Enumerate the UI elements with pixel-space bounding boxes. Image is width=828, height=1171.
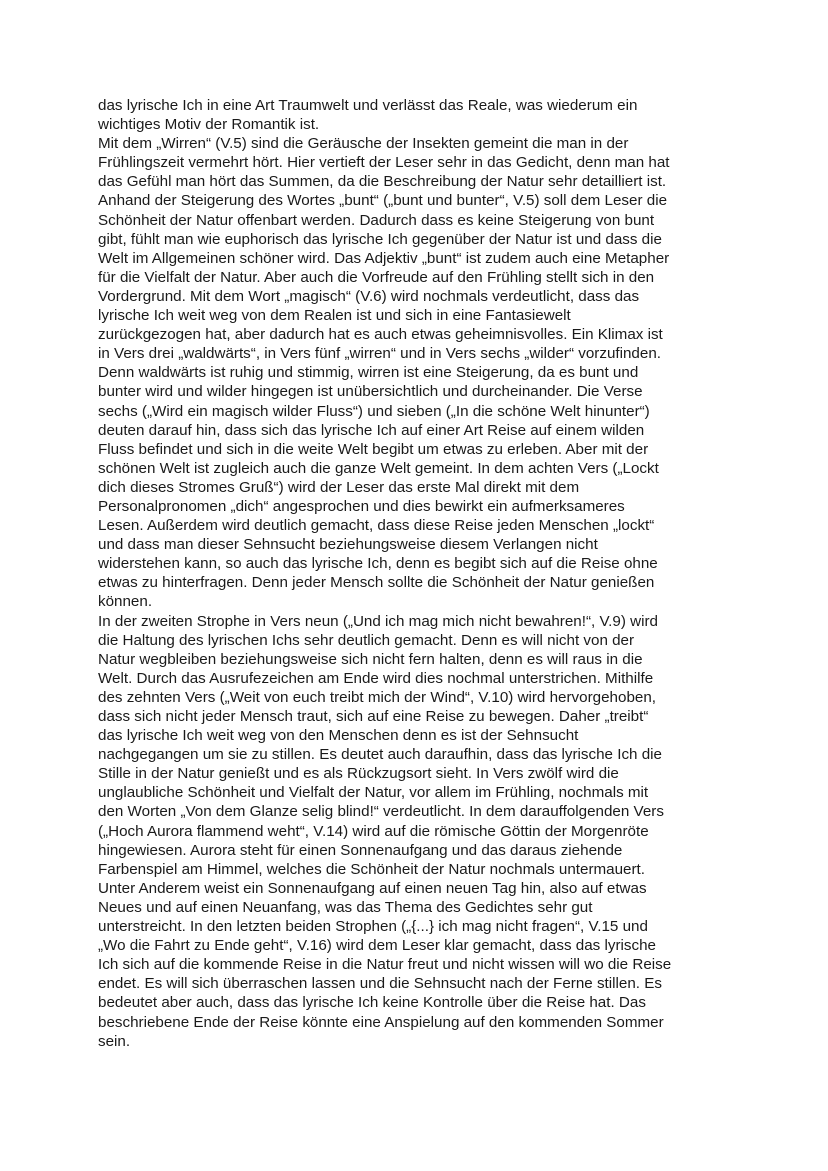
text-line: für die Vielfalt der Natur. Aber auch die Vorfreude auf den Frühling stellt sich in den — [98, 268, 655, 286]
text-line: gibt, fühlt man wie euphorisch das lyrische Ich gegenüber der Natur ist und dass die — [98, 230, 662, 248]
text-line: „Wo die Fahrt zu Ende geht“, V.16) wird dem Leser klar gemacht, dass das lyrische — [98, 937, 656, 955]
text-line: hingewiesen. Aurora steht für einen Sonnenaufgang und das daraus ziehende — [98, 841, 623, 859]
text-line: In der zweiten Strophe in Vers neun („Und ich mag mich nicht bewahren!“, V.9) wird — [98, 612, 658, 630]
text-line: Welt im Allgemeinen schöner wird. Das Adjektiv „bunt“ ist zudem auch eine Metapher — [98, 249, 670, 267]
text-line: sechs („Wird ein magisch wilder Fluss“) und sieben („In die schöne Welt hinunter“) — [98, 402, 650, 420]
text-line: lyrische Ich weit weg von dem Realen ist und sich in eine Fantasiewelt — [98, 307, 571, 325]
text-line: Neues und auf einen Neuanfang, was das Thema des Gedichtes sehr gut — [98, 898, 593, 916]
text-line: und dass man dieser Sehnsucht beziehungsweise diesem Verlangen nicht — [98, 536, 598, 554]
text-line: („Hoch Aurora flammend weht“, V.14) wird auf die römische Göttin der Morgenröte — [98, 822, 649, 840]
text-line: in Vers drei „waldwärts“, in Vers fünf „wirren“ und in Vers sechs „wilder“ vorzufinden. — [98, 345, 661, 363]
text-line: dass sich nicht jeder Mensch traut, sich auf eine Reise zu bewegen. Daher „treibt“ — [98, 708, 649, 725]
text-line: beschriebene Ende der Reise könnte eine Anspielung auf den kommenden Sommer — [98, 1013, 664, 1031]
text-line: das Gefühl man hört das Summen, da die Beschreibung der Natur sehr detailliert ist. — [98, 173, 667, 191]
text-line: Natur wegbleiben beziehungsweise sich nicht fern halten, denn es will raus in die — [98, 650, 643, 668]
text-line: dich dieses Stromes Gruß“) wird der Leser das erste Mal direkt mit dem — [98, 478, 580, 496]
text-line: widerstehen kann, so auch das lyrische Ich, denn es begibt sich auf die Reise ohne — [98, 555, 658, 573]
text-line: Fluss befindet und sich in die weite Welt begibt um etwas zu erleben. Aber mit der — [98, 440, 649, 458]
text-line: endet. Es will sich überraschen lassen und die Sehnsucht nach der Ferne stillen. Es — [98, 975, 662, 993]
text-line: Anhand der Steigerung des Wortes „bunt“ („bunt und bunter“, V.5) soll dem Leser die — [98, 192, 668, 210]
text-line: das lyrische Ich in eine Art Traumwelt und verlässt das Reale, was wiederum ein — [98, 97, 638, 114]
text-line: Lesen. Außerdem wird deutlich gemacht, dass diese Reise jeden Menschen „lockt“ — [98, 517, 655, 535]
text-line: nachgegangen um sie zu stillen. Es deutet auch daraufhin, dass das lyrische Ich die — [98, 746, 662, 764]
text-line: können. — [98, 593, 153, 611]
text-line: Ich sich auf die kommende Reise in die Natur freut und nicht wissen will wo die Reise — [98, 956, 672, 974]
text-line: zurückgezogen hat, aber dadurch hat es auch etwas geheimnisvolles. Ein Klimax ist — [98, 326, 663, 344]
text-line: Unter Anderem weist ein Sonnenaufgang auf einen neuen Tag hin, also auf etwas — [98, 879, 647, 897]
text-line: schönen Welt ist zugleich auch die ganze Welt gemeint. In dem achten Vers („Lockt — [98, 459, 659, 477]
text-line: Farbenspiel am Himmel, welches die Schönheit der Natur nochmals untermauert. — [98, 860, 645, 878]
text-line: den Worten „Von dem Glanze selig blind!“ verdeutlicht. In dem darauffolgenden Vers — [98, 803, 664, 821]
text-line: wichtiges Motiv der Romantik ist. — [98, 116, 320, 134]
text-line: Personalpronomen „dich“ angesprochen und dies bewirkt ein aufmerksameres — [98, 497, 625, 515]
text-line: bedeutet aber auch, dass das lyrische Ich keine Kontrolle über die Reise hat. Das — [98, 994, 646, 1012]
text-line: Schönheit der Natur offenbart werden. Dadurch dass es keine Steigerung von bunt — [98, 211, 655, 229]
text-line: Welt. Durch das Ausrufezeichen am Ende wird dies nochmal unterstrichen. Mithilfe — [98, 669, 654, 687]
document-body — [98, 96, 738, 1051]
text-line: deuten darauf hin, dass sich das lyrische Ich auf einer Art Reise auf einem wilden — [98, 421, 645, 439]
text-line: das lyrische Ich weit weg von den Menschen denn es ist der Sehnsucht — [98, 727, 579, 745]
text-line: Vordergrund. Mit dem Wort „magisch“ (V.6) wird nochmals verdeutlicht, dass das — [98, 287, 640, 305]
text-line: des zehnten Vers („Weit von euch treibt mich der Wind“, V.10) wird hervorgehoben, — [98, 688, 656, 706]
text-line: etwas zu hinterfragen. Denn jeder Mensch sollte die Schönheit der Natur genießen — [98, 574, 655, 592]
text-line: bunter wird und wilder hingegen ist unübersichtlich und durcheinander. Die Verse — [98, 383, 643, 401]
text-line: Mit dem „Wirren“ (V.5) sind die Geräusche der Insekten gemeint die man in der — [98, 135, 629, 153]
text-line: die Haltung des lyrischen Ichs sehr deutlich gemacht. Denn es will nicht von der — [98, 631, 635, 649]
text-line: Stille in der Natur genießt und es als Rückzugsort sieht. In Vers zwölf wird die — [98, 765, 619, 783]
text-line: Frühlingszeit vermehrt hört. Hier vertieft der Leser sehr in das Gedicht, denn man hat — [98, 154, 670, 172]
text-line: unglaubliche Schönheit und Vielfalt der Natur, vor allem im Frühling, nochmals mit — [98, 784, 649, 802]
text-line: Denn waldwärts ist ruhig und stimmig, wirren ist eine Steigerung, da es bunt und — [98, 364, 639, 382]
text-line: sein. — [98, 1032, 131, 1050]
text-line: unterstreicht. In den letzten beiden Strophen („{...} ich mag nicht fragen“, V.15 und — [98, 918, 648, 936]
